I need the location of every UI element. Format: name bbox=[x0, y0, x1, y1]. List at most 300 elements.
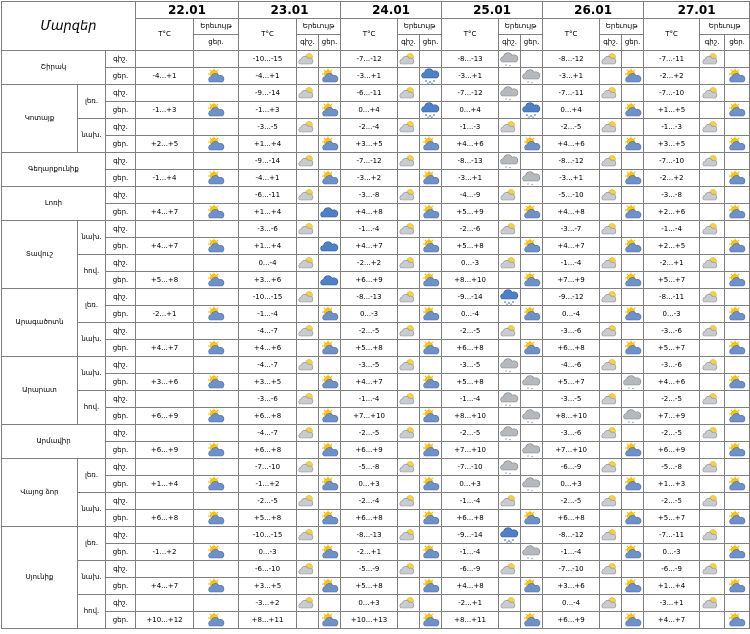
empty-cell bbox=[319, 255, 341, 272]
temperature-value: +6...+8 bbox=[341, 510, 398, 527]
empty-cell bbox=[297, 612, 319, 629]
temperature-value: -2...-5 bbox=[543, 119, 600, 136]
empty-cell bbox=[319, 51, 341, 68]
temperature-value: +1...+4 bbox=[239, 238, 297, 255]
temperature-value: -6...-10 bbox=[239, 561, 297, 578]
empty-cell bbox=[499, 578, 521, 595]
weather-header: Երեւույթ bbox=[600, 19, 644, 35]
empty-cell bbox=[319, 119, 341, 136]
partly-cloudy-icon bbox=[622, 272, 644, 289]
cloudy-night-icon bbox=[297, 459, 319, 476]
temperature-value: -3...+1 bbox=[644, 595, 700, 612]
partly-cloudy-icon bbox=[725, 408, 750, 425]
temperature-value: -10...-15 bbox=[239, 51, 297, 68]
temperature-value: -8...-11 bbox=[644, 289, 700, 306]
table-row bbox=[2, 272, 750, 289]
cloudy-night-icon bbox=[499, 323, 521, 340]
empty-cell bbox=[600, 102, 622, 119]
temperature-value: +3...+6 bbox=[136, 374, 194, 391]
cloudy-night-icon bbox=[398, 153, 420, 170]
cloudy-night-icon bbox=[700, 493, 725, 510]
empty-cell bbox=[600, 306, 622, 323]
temperature-value: 0...-3 bbox=[341, 306, 398, 323]
grey-cloud-icon bbox=[521, 544, 543, 561]
cloudy-night-icon bbox=[398, 595, 420, 612]
empty-cell bbox=[700, 204, 725, 221]
temperature-value: +6...+8 bbox=[442, 510, 499, 527]
partly-cloudy-icon bbox=[420, 578, 442, 595]
region-name: Վայոց ձոր bbox=[2, 459, 78, 527]
cloudy-night-icon bbox=[297, 357, 319, 374]
empty-cell bbox=[700, 170, 725, 187]
partly-cloudy-icon bbox=[319, 544, 341, 561]
date-header: 23.01 bbox=[239, 2, 341, 19]
temperature-value: +3...+5 bbox=[341, 136, 398, 153]
temperature-value: +4...+6 bbox=[644, 374, 700, 391]
temperature-value: -2...-4 bbox=[341, 119, 398, 136]
empty-cell bbox=[521, 289, 543, 306]
temperature-value bbox=[136, 221, 194, 238]
empty-cell bbox=[297, 204, 319, 221]
empty-cell bbox=[521, 595, 543, 612]
temperature-value: -7...-10 bbox=[442, 459, 499, 476]
region-name: Արմավիր bbox=[2, 425, 106, 459]
temp-header: T°C bbox=[136, 19, 194, 51]
region-name: Գեղարքունիք bbox=[2, 153, 106, 187]
partly-cloudy-icon bbox=[420, 238, 442, 255]
partly-cloudy-icon bbox=[622, 170, 644, 187]
time-of-day: ցեր. bbox=[106, 544, 136, 561]
empty-cell bbox=[700, 272, 725, 289]
temperature-value: -3...-6 bbox=[543, 323, 600, 340]
cloudy-night-icon bbox=[297, 323, 319, 340]
temperature-value: +1...+4 bbox=[644, 578, 700, 595]
temperature-value: -4...+1 bbox=[136, 68, 194, 85]
night-header: գիշ. bbox=[499, 35, 521, 51]
partly-cloudy-icon bbox=[622, 340, 644, 357]
empty-cell bbox=[297, 408, 319, 425]
temperature-value: -6...-11 bbox=[341, 85, 398, 102]
empty-cell bbox=[521, 425, 543, 442]
temperature-value: +1...+4 bbox=[239, 136, 297, 153]
partly-cloudy-icon bbox=[622, 102, 644, 119]
empty-cell bbox=[194, 119, 239, 136]
temperature-value: -2...+1 bbox=[442, 595, 499, 612]
table-row bbox=[2, 595, 750, 612]
partly-cloudy-icon bbox=[622, 578, 644, 595]
empty-cell bbox=[521, 561, 543, 578]
cloudy-icon bbox=[319, 204, 341, 221]
cloudy-night-icon bbox=[499, 493, 521, 510]
temperature-value: -9...-12 bbox=[543, 289, 600, 306]
day-header: ցեր. bbox=[194, 35, 239, 51]
partly-cloudy-icon bbox=[622, 204, 644, 221]
time-of-day: ցեր. bbox=[106, 238, 136, 255]
temperature-value: -1...-4 bbox=[644, 221, 700, 238]
temperature-value: +4...+8 bbox=[543, 204, 600, 221]
temperature-value: -4...+1 bbox=[239, 68, 297, 85]
partly-cloudy-icon bbox=[420, 374, 442, 391]
empty-cell bbox=[725, 459, 750, 476]
night-header: գիշ. bbox=[600, 35, 622, 51]
partly-cloudy-icon bbox=[319, 612, 341, 629]
empty-cell bbox=[725, 391, 750, 408]
table-row bbox=[2, 476, 750, 493]
empty-cell bbox=[398, 136, 420, 153]
cloudy-night-icon bbox=[398, 255, 420, 272]
snow-icon bbox=[499, 527, 521, 544]
zone-label: հով. bbox=[78, 255, 106, 289]
day-header: ցեր. bbox=[521, 35, 543, 51]
partly-cloudy-icon bbox=[521, 612, 543, 629]
empty-cell bbox=[398, 68, 420, 85]
temperature-value: -3...+1 bbox=[442, 68, 499, 85]
empty-cell bbox=[622, 85, 644, 102]
temperature-value: +3...+5 bbox=[644, 136, 700, 153]
temperature-value: 0...-4 bbox=[543, 595, 600, 612]
table-row bbox=[2, 425, 750, 442]
empty-cell bbox=[622, 425, 644, 442]
temperature-value: -2...-6 bbox=[442, 221, 499, 238]
weather-header: Երեւույթ bbox=[297, 19, 341, 35]
partly-cloudy-icon bbox=[420, 170, 442, 187]
partly-cloudy-icon bbox=[194, 544, 239, 561]
empty-cell bbox=[398, 238, 420, 255]
empty-cell bbox=[319, 391, 341, 408]
empty-cell bbox=[319, 187, 341, 204]
temperature-value: +6...+9 bbox=[644, 442, 700, 459]
table-row bbox=[2, 527, 750, 544]
empty-cell bbox=[319, 357, 341, 374]
snow-icon bbox=[521, 102, 543, 119]
weather-header: Երեւույթ bbox=[700, 19, 750, 35]
temperature-value: +4...+7 bbox=[136, 340, 194, 357]
empty-cell bbox=[725, 527, 750, 544]
temperature-value: -3...+1 bbox=[543, 68, 600, 85]
partly-cloudy-icon bbox=[420, 510, 442, 527]
time-of-day: գիշ. bbox=[106, 119, 136, 136]
cloudy-night-icon bbox=[499, 255, 521, 272]
partly-cloudy-icon bbox=[725, 306, 750, 323]
empty-cell bbox=[297, 374, 319, 391]
temperature-value: +5...+8 bbox=[136, 272, 194, 289]
cloudy-night-icon bbox=[700, 425, 725, 442]
empty-cell bbox=[398, 578, 420, 595]
empty-cell bbox=[319, 221, 341, 238]
empty-cell bbox=[725, 221, 750, 238]
cloudy-night-icon bbox=[398, 561, 420, 578]
cloudy-night-icon bbox=[297, 425, 319, 442]
cloudy-night-icon bbox=[398, 425, 420, 442]
empty-cell bbox=[622, 153, 644, 170]
snow-icon bbox=[420, 102, 442, 119]
partly-cloudy-icon bbox=[194, 374, 239, 391]
temperature-value: +5...+7 bbox=[543, 374, 600, 391]
partly-cloudy-icon bbox=[420, 544, 442, 561]
empty-cell bbox=[319, 561, 341, 578]
table-row bbox=[2, 68, 750, 85]
empty-cell bbox=[700, 408, 725, 425]
table-row bbox=[2, 102, 750, 119]
temperature-value: -2...-5 bbox=[341, 425, 398, 442]
temperature-value: -1...-4 bbox=[341, 391, 398, 408]
cloudy-night-icon bbox=[398, 85, 420, 102]
day-header: ցեր. bbox=[420, 35, 442, 51]
empty-cell bbox=[499, 306, 521, 323]
temperature-value: +4...+6 bbox=[442, 136, 499, 153]
empty-cell bbox=[725, 153, 750, 170]
empty-cell bbox=[297, 578, 319, 595]
empty-cell bbox=[420, 221, 442, 238]
temperature-value: +4...+7 bbox=[644, 612, 700, 629]
empty-cell bbox=[600, 408, 622, 425]
empty-cell bbox=[398, 340, 420, 357]
temperature-value: -3...-5 bbox=[442, 357, 499, 374]
partly-cloudy-icon bbox=[420, 340, 442, 357]
cloudy-night-icon bbox=[297, 85, 319, 102]
empty-cell bbox=[499, 544, 521, 561]
cloudy-night-icon bbox=[700, 119, 725, 136]
empty-cell bbox=[600, 340, 622, 357]
empty-cell bbox=[420, 459, 442, 476]
temperature-value: 0...+3 bbox=[341, 595, 398, 612]
temp-header: T°C bbox=[341, 19, 398, 51]
cloudy-night-icon bbox=[600, 527, 622, 544]
empty-cell bbox=[725, 119, 750, 136]
temperature-value: +3...+6 bbox=[239, 272, 297, 289]
empty-cell bbox=[499, 238, 521, 255]
temperature-value: -8...-12 bbox=[543, 527, 600, 544]
empty-cell bbox=[600, 238, 622, 255]
cloudy-night-icon bbox=[297, 51, 319, 68]
time-of-day: գիշ. bbox=[106, 51, 136, 68]
cloudy-night-icon bbox=[600, 221, 622, 238]
grey-cloud-icon bbox=[499, 357, 521, 374]
partly-cloudy-icon bbox=[725, 442, 750, 459]
empty-cell bbox=[499, 272, 521, 289]
temperature-value: +6...+9 bbox=[341, 442, 398, 459]
temperature-value: +3...+6 bbox=[543, 578, 600, 595]
empty-cell bbox=[194, 153, 239, 170]
empty-cell bbox=[622, 391, 644, 408]
temperature-value bbox=[136, 357, 194, 374]
temperature-value: +5...+8 bbox=[341, 578, 398, 595]
table-row bbox=[2, 187, 750, 204]
time-of-day: գիշ. bbox=[106, 391, 136, 408]
temperature-value: -4...-7 bbox=[239, 323, 297, 340]
time-of-day: ցեր. bbox=[106, 272, 136, 289]
empty-cell bbox=[297, 136, 319, 153]
temperature-value: -2...+1 bbox=[644, 255, 700, 272]
table-row bbox=[2, 221, 750, 238]
temperature-value: +4...+7 bbox=[136, 204, 194, 221]
temperature-value: -1...-4 bbox=[442, 544, 499, 561]
day-header: ցեր. bbox=[319, 35, 341, 51]
empty-cell bbox=[600, 544, 622, 561]
partly-cloudy-icon bbox=[194, 204, 239, 221]
partly-cloudy-icon bbox=[725, 578, 750, 595]
cloudy-night-icon bbox=[700, 323, 725, 340]
cloudy-night-icon bbox=[600, 289, 622, 306]
table-row bbox=[2, 204, 750, 221]
partly-cloudy-icon bbox=[420, 612, 442, 629]
empty-cell bbox=[499, 612, 521, 629]
grey-cloud-icon bbox=[521, 68, 543, 85]
grey-cloud-icon bbox=[499, 459, 521, 476]
cloudy-night-icon bbox=[700, 289, 725, 306]
partly-cloudy-icon bbox=[622, 544, 644, 561]
cloudy-night-icon bbox=[398, 51, 420, 68]
cloudy-night-icon bbox=[600, 119, 622, 136]
table-row bbox=[2, 340, 750, 357]
temperature-value: -4...-7 bbox=[239, 425, 297, 442]
cloudy-night-icon bbox=[499, 221, 521, 238]
temperature-value: -7...-11 bbox=[543, 85, 600, 102]
temperature-value: +6...+9 bbox=[136, 442, 194, 459]
partly-cloudy-icon bbox=[521, 340, 543, 357]
temperature-value bbox=[136, 323, 194, 340]
cloudy-night-icon bbox=[600, 391, 622, 408]
empty-cell bbox=[725, 85, 750, 102]
empty-cell bbox=[319, 527, 341, 544]
partly-cloudy-icon bbox=[194, 442, 239, 459]
partly-cloudy-icon bbox=[725, 374, 750, 391]
cloudy-night-icon bbox=[600, 425, 622, 442]
empty-cell bbox=[420, 357, 442, 374]
temperature-value: -6...-9 bbox=[442, 561, 499, 578]
empty-cell bbox=[600, 510, 622, 527]
empty-cell bbox=[521, 85, 543, 102]
temperature-value: -8...-12 bbox=[543, 153, 600, 170]
partly-cloudy-icon bbox=[319, 442, 341, 459]
partly-cloudy-icon bbox=[725, 102, 750, 119]
temperature-value bbox=[136, 391, 194, 408]
time-of-day: գիշ. bbox=[106, 527, 136, 544]
temperature-value: -7...-11 bbox=[644, 51, 700, 68]
time-of-day: գիշ. bbox=[106, 187, 136, 204]
partly-cloudy-icon bbox=[420, 408, 442, 425]
cloudy-night-icon bbox=[700, 255, 725, 272]
temperature-value: -10...-15 bbox=[239, 289, 297, 306]
table-row bbox=[2, 459, 750, 476]
empty-cell bbox=[420, 527, 442, 544]
temperature-value: +4...+7 bbox=[543, 238, 600, 255]
temperature-value: -2...-5 bbox=[644, 391, 700, 408]
time-of-day: գիշ. bbox=[106, 255, 136, 272]
empty-cell bbox=[420, 323, 442, 340]
empty-cell bbox=[700, 476, 725, 493]
temperature-value: -7...-10 bbox=[644, 85, 700, 102]
partly-cloudy-icon bbox=[622, 238, 644, 255]
temperature-value: -2...-5 bbox=[239, 493, 297, 510]
table-row bbox=[2, 289, 750, 306]
temperature-value: -5...-9 bbox=[341, 561, 398, 578]
partly-cloudy-icon bbox=[725, 476, 750, 493]
table-row bbox=[2, 51, 750, 68]
grey-cloud-icon bbox=[521, 442, 543, 459]
temperature-value: +3...+5 bbox=[239, 374, 297, 391]
cloudy-night-icon bbox=[700, 459, 725, 476]
empty-cell bbox=[194, 561, 239, 578]
time-of-day: գիշ. bbox=[106, 323, 136, 340]
temp-header: T°C bbox=[239, 19, 297, 51]
partly-cloudy-icon bbox=[319, 306, 341, 323]
cloudy-night-icon bbox=[398, 221, 420, 238]
empty-cell bbox=[297, 442, 319, 459]
empty-cell bbox=[319, 85, 341, 102]
empty-cell bbox=[622, 459, 644, 476]
temperature-value: -3...+2 bbox=[341, 170, 398, 187]
empty-cell bbox=[521, 527, 543, 544]
temperature-value: +5...+7 bbox=[644, 340, 700, 357]
temperature-value: +4...+8 bbox=[442, 578, 499, 595]
empty-cell bbox=[725, 255, 750, 272]
time-of-day: ցեր. bbox=[106, 578, 136, 595]
empty-cell bbox=[521, 459, 543, 476]
temperature-value bbox=[136, 255, 194, 272]
grey-cloud-icon bbox=[499, 391, 521, 408]
temperature-value: +7...+10 bbox=[341, 408, 398, 425]
temperature-value: -6...-9 bbox=[644, 561, 700, 578]
table-row bbox=[2, 612, 750, 629]
table-row bbox=[2, 255, 750, 272]
zone-label: նախ. bbox=[78, 221, 106, 255]
cloudy-night-icon bbox=[700, 85, 725, 102]
grey-cloud-icon bbox=[499, 425, 521, 442]
temperature-value: +5...+8 bbox=[341, 340, 398, 357]
partly-cloudy-icon bbox=[521, 272, 543, 289]
zone-label: հով. bbox=[78, 595, 106, 629]
cloudy-night-icon bbox=[297, 561, 319, 578]
temperature-value bbox=[136, 493, 194, 510]
time-of-day: ցեր. bbox=[106, 408, 136, 425]
cloudy-night-icon bbox=[600, 85, 622, 102]
temperature-value: -1...+4 bbox=[136, 170, 194, 187]
temperature-value: -4...-9 bbox=[442, 187, 499, 204]
temperature-value: +7...+9 bbox=[543, 272, 600, 289]
cloudy-night-icon bbox=[499, 187, 521, 204]
empty-cell bbox=[725, 289, 750, 306]
empty-cell bbox=[622, 357, 644, 374]
empty-cell bbox=[194, 221, 239, 238]
temperature-value: +6...+8 bbox=[543, 510, 600, 527]
cloudy-night-icon bbox=[398, 289, 420, 306]
temperature-value: -7...-12 bbox=[442, 85, 499, 102]
empty-cell bbox=[297, 238, 319, 255]
table-row bbox=[2, 238, 750, 255]
grey-cloud-icon bbox=[622, 408, 644, 425]
temperature-value: -3...+1 bbox=[341, 68, 398, 85]
empty-cell bbox=[521, 357, 543, 374]
empty-cell bbox=[420, 289, 442, 306]
temperature-value: -3...-8 bbox=[341, 187, 398, 204]
temperature-value: -2...+1 bbox=[341, 544, 398, 561]
cloudy-night-icon bbox=[297, 493, 319, 510]
empty-cell bbox=[600, 68, 622, 85]
cloudy-night-icon bbox=[700, 153, 725, 170]
temperature-value: 0...-3 bbox=[442, 255, 499, 272]
cloudy-night-icon bbox=[600, 255, 622, 272]
temperature-value: -1...-4 bbox=[239, 306, 297, 323]
forecast-table bbox=[1, 1, 750, 629]
partly-cloudy-icon bbox=[725, 544, 750, 561]
temperature-value: -3...-5 bbox=[543, 391, 600, 408]
partly-cloudy-icon bbox=[420, 306, 442, 323]
temperature-value: -3...+1 bbox=[442, 170, 499, 187]
temperature-value: +8...+10 bbox=[442, 272, 499, 289]
partly-cloudy-icon bbox=[521, 578, 543, 595]
zone-label: նախ. bbox=[78, 323, 106, 357]
